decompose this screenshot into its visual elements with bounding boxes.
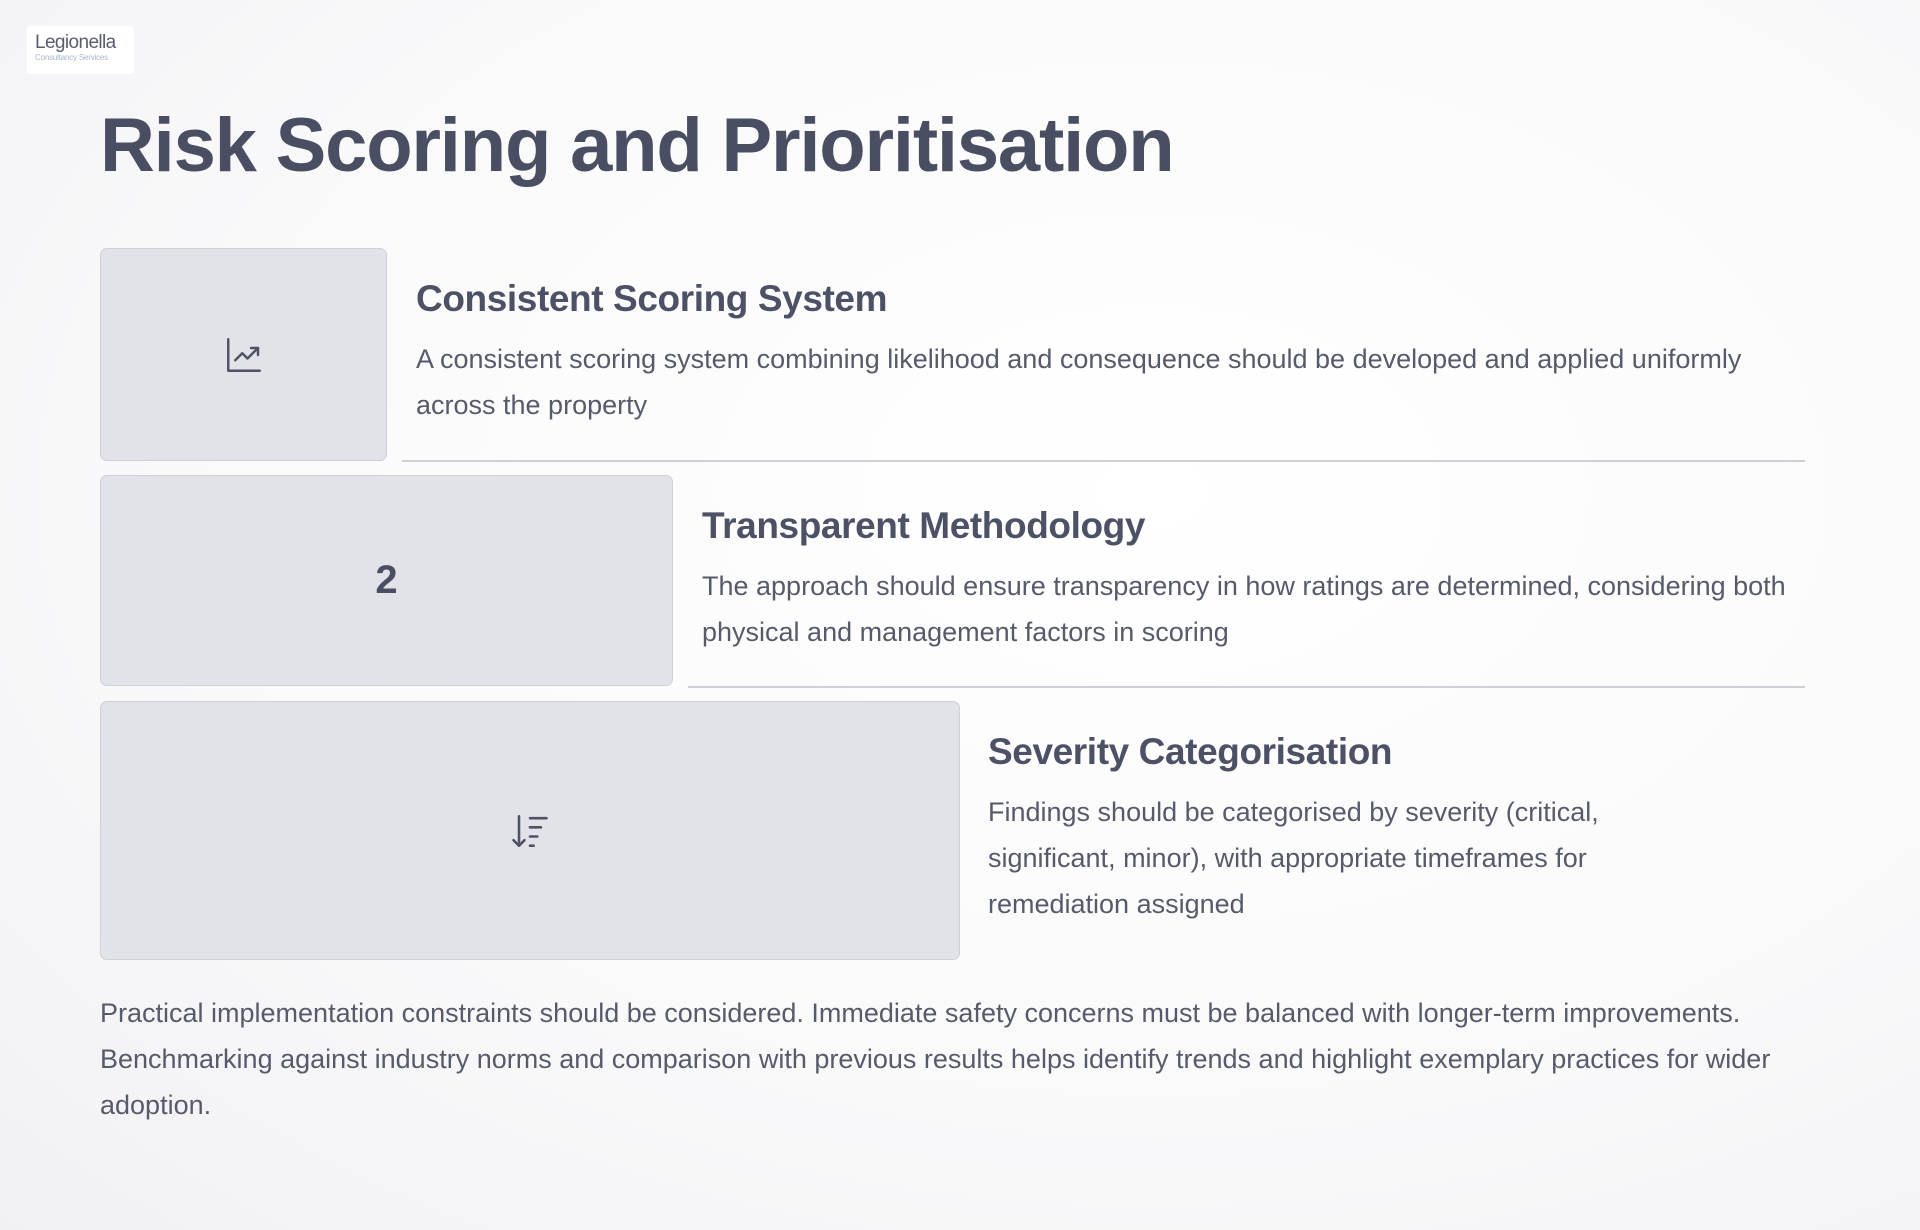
footer-paragraph: Practical implementation constraints should be considered. Immediate safety concerns must be balanced with longer-term improvements. Benchmarking against industry norms and comparison with previous results helps identify trends and highlight exemplary practices for wider adoption.	[100, 998, 1771, 1120]
row-3-title: Severity Categorisation	[988, 731, 1393, 772]
row-2-title: Transparent Methodology	[702, 505, 1146, 546]
company-logo	[27, 26, 134, 74]
row-2-content	[702, 503, 1805, 655]
row-1-title: Consistent Scoring System	[416, 278, 888, 319]
logo-name: Legionella	[35, 32, 116, 53]
row-1-content	[416, 276, 1805, 428]
row-1-marker-card	[100, 248, 387, 461]
logo-tagline: Consultancy Services	[35, 53, 108, 62]
row-1-divider	[402, 460, 1805, 462]
row-3-content	[988, 729, 1805, 927]
chart-line-icon	[223, 334, 265, 376]
row-3-description: Findings should be categorised by severity (critical, significant, minor), with appropriate timeframes for remediation assigned	[988, 797, 1599, 919]
row-2-number: 2	[375, 558, 398, 602]
page-title: Risk Scoring and Prioritisation	[100, 103, 1174, 188]
row-2-description: The approach should ensure transparency in how ratings are determined, considering both physical and management factors in scoring	[702, 571, 1786, 647]
row-3-marker-card	[100, 701, 960, 960]
row-2-marker-card	[100, 475, 673, 686]
row-2-divider	[688, 686, 1805, 688]
sort-descending-icon	[508, 809, 552, 853]
row-1-description: A consistent scoring system combining likelihood and consequence should be developed and applied uniformly across the property	[416, 344, 1742, 420]
